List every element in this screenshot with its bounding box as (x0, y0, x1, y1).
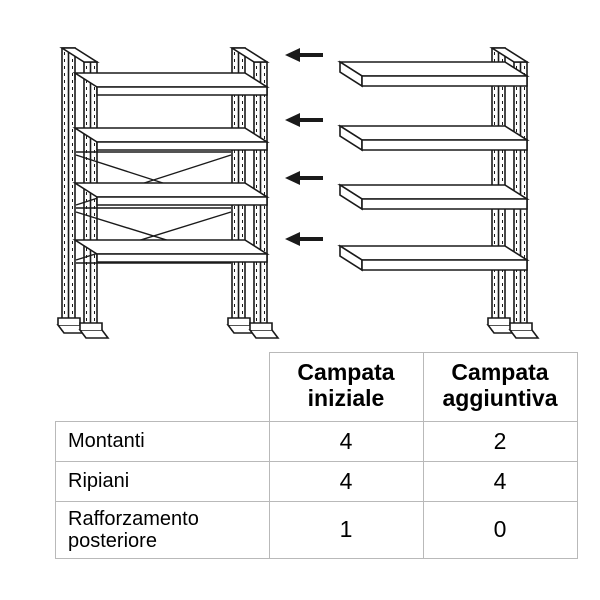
table-body (56, 421, 578, 558)
column-header-additional-bay (423, 353, 577, 422)
table-head (56, 353, 578, 422)
row-label-rafforzamento-line1: Rafforzamento (68, 507, 199, 530)
arrow-2 (285, 113, 323, 127)
arrow-3 (285, 171, 323, 185)
shelf-2-left-unit (75, 128, 267, 150)
specification-table-wrapper (55, 352, 558, 559)
table-corner-cell (56, 353, 270, 422)
addon-shelf-2 (340, 126, 527, 150)
column-header-additional-bay-line1: Campata (451, 359, 549, 385)
table-row (56, 501, 578, 558)
upright-back-left (62, 48, 75, 330)
arrow-4 (285, 232, 323, 246)
row-label-ripiani (56, 461, 270, 501)
base-feet-addon-unit (488, 318, 538, 338)
addon-shelf-4 (340, 246, 527, 270)
column-header-initial-bay (269, 353, 423, 422)
table-row (56, 421, 578, 461)
row-label-montanti-line1: Montanti (68, 430, 145, 452)
shelf-4-left-unit (75, 240, 267, 262)
add-on-bay-unit (340, 48, 538, 338)
column-header-initial-bay-line2: iniziale (307, 384, 385, 411)
initial-bay-unit (58, 48, 278, 338)
addon-shelf-1 (340, 62, 527, 86)
column-header-initial-bay-line1: Campata (297, 359, 395, 385)
shelf-1-left-unit (75, 73, 267, 95)
cell-montanti-initial: 4 (269, 421, 423, 461)
row-label-montanti (56, 421, 270, 461)
row-label-rafforzamento-line2: posteriore (68, 529, 157, 552)
row-label-ripiani-line1: Ripiani (68, 470, 130, 492)
addon-shelf-3 (340, 185, 527, 209)
row-label-rafforzamento-posteriore (56, 501, 270, 558)
arrow-1 (285, 48, 323, 62)
table-row (56, 461, 578, 501)
specification-table (55, 352, 578, 559)
column-header-additional-bay-line2: aggiuntiva (442, 384, 558, 411)
cell-ripiani-additional: 4 (423, 461, 577, 501)
cell-rafforzamento-initial: 1 (269, 501, 423, 558)
shelf-3-left-unit (75, 183, 267, 205)
cell-ripiani-initial: 4 (269, 461, 423, 501)
cell-montanti-additional: 2 (423, 421, 577, 461)
cell-rafforzamento-additional: 0 (423, 501, 577, 558)
table-header-row (56, 353, 578, 422)
assembly-arrows (285, 48, 323, 246)
